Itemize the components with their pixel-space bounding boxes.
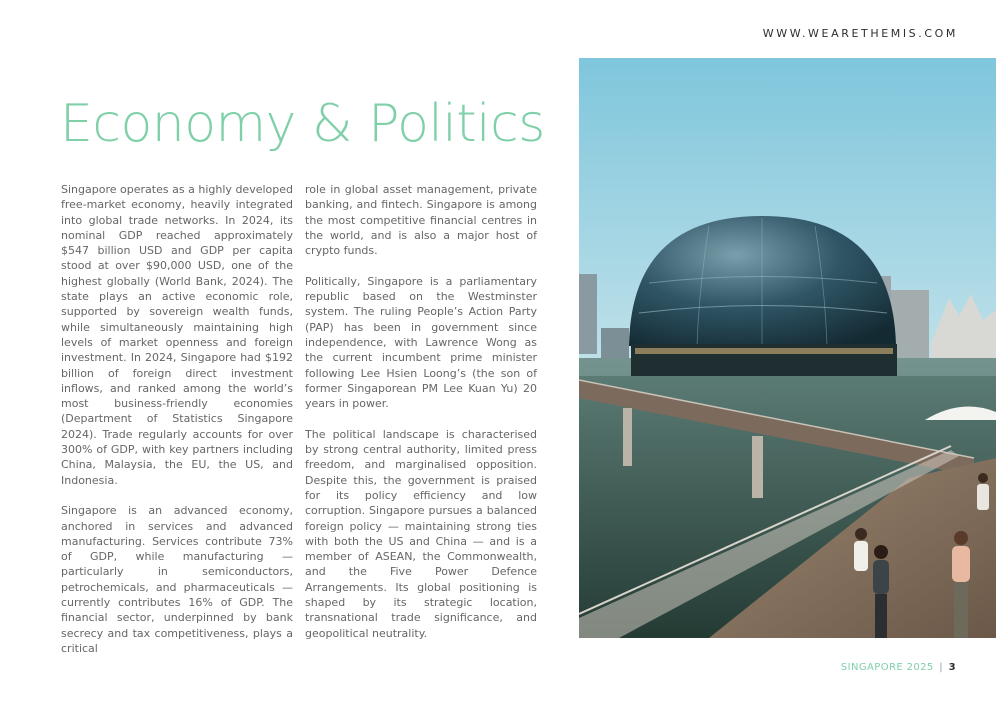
paragraph-political-landscape: The political landscape is characterised by strong central authority, limited press freedom, and marginalised opposition. Despite this, the government is praised for its policy efficiency and low corruption. Singapore pursues a balanced foreign policy — maintaining strong ties with both the US and China — and is a member of ASEAN, the Commonwealth, and the Five Power Defence Arrangements. Its global positioning is shaped by its strategic location, transnational trade significance, and geopolitical neutrality. <box>305 427 537 640</box>
paragraph-economy-overview: Singapore operates as a highly developed free-market economy, heavily integrated into global trade networks. In 2024, its nominal GDP reached approximately $547 billion USD and GDP per capita stood at over $90,000 USD, one of the highest globally (World Bank, 2024). The state plays an active economic role, supported by sovereign wealth funds, while simultaneously maintaining high levels of market openness and foreign investment. In 2024, Singapore had $192 billion of foreign direct investment inflows, and ranked among the world’s most business-friendly economies (Department of Statistics Singapore 2024). Trade regularly accounts for over 300% of GDP, with key partners including China, Malaysia, the EU, the US, and Indonesia. <box>61 183 293 487</box>
footer-label: SINGAPORE 2025 <box>840 662 934 673</box>
singapore-waterfront-photo <box>579 58 996 638</box>
footer-separator: | <box>939 662 944 673</box>
text-column-left <box>61 182 293 672</box>
paragraph-economy-sectors: Singapore is an advanced economy, anchored in services and advanced manufacturing. Services contribute 73% of GDP, while manufacturing — particularly in semiconductors, petrochemicals, and pharmaceuticals — currently contributes 16% of GDP. The financial sector, underpinned by bank secrecy and tax competitiveness, plays a critical <box>61 504 293 655</box>
text-column-right <box>305 182 537 656</box>
page-title: Economy & Politics <box>60 94 545 154</box>
paragraph-politics-system: Politically, Singapore is a parliamentary republic based on the Westminster system. The ruling People’s Action Party (PAP) has been in government since independence, with Lawrence Wong as the current incumbent prime minister following Lee Hsien Loong’s (the son of former Singaporean PM Lee Kuan Yu) 20 years in power. <box>305 274 537 411</box>
paragraph-financial-sector: role in global asset management, private banking, and fintech. Singapore is among the most competitive financial centres in the world, and is also a major host of crypto funds. <box>305 183 537 258</box>
page-number: 3 <box>948 662 956 673</box>
site-url: WWW.WEARETHEMIS.COM <box>762 27 958 40</box>
page-footer <box>841 662 956 673</box>
